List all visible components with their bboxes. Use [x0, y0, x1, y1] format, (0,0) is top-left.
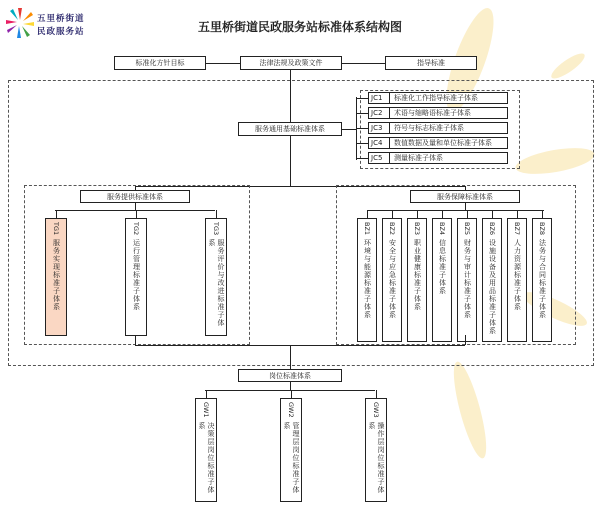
laws-regulations-label: 法律法规及政策文件	[259, 59, 323, 67]
support-item-code: BZ5	[463, 222, 471, 236]
connector	[135, 345, 465, 346]
support-standard-label: 服务保障标准体系	[437, 192, 493, 201]
post-item-name: 管理层岗位标准子体系	[283, 421, 300, 494]
base-item-code: JC1	[369, 93, 390, 103]
logo-text-line2: 民政服务站	[37, 27, 85, 37]
post-standard-label: 岗位标准体系	[269, 371, 311, 380]
base-item-name: 数值数据及量和单位标准子体系	[394, 139, 492, 147]
connector	[367, 210, 368, 218]
background-ray-decoration	[447, 359, 492, 461]
base-item-code: JC4	[369, 138, 390, 148]
provide-item-code: TG2	[132, 222, 140, 236]
base-item-box	[368, 122, 508, 134]
connector	[136, 210, 137, 218]
provide-item-name: 运行管理标准子体系	[132, 239, 141, 312]
support-item-name: 信息标准子体系	[438, 239, 447, 296]
connector	[356, 143, 368, 144]
support-item-box	[357, 218, 377, 342]
support-item-name: 环境与能源标准子体系	[363, 239, 372, 320]
base-item-name: 测量标准子体系	[394, 154, 443, 162]
connector	[542, 210, 543, 218]
logo-text-line1: 五里桥街道	[37, 14, 85, 24]
support-item-name: 设施设备及用品标准子体系	[488, 239, 497, 336]
connector	[135, 203, 136, 210]
connector	[467, 210, 468, 218]
connector	[442, 210, 443, 218]
base-item-name: 符号与标志标准子体系	[394, 124, 464, 132]
base-item-box	[368, 92, 508, 104]
post-item-code: GW2	[287, 402, 295, 418]
connector	[291, 390, 292, 398]
connector	[356, 113, 368, 114]
connector	[356, 158, 368, 159]
connector	[392, 210, 393, 218]
connector	[290, 136, 291, 186]
support-item-name: 职业健康标准子体系	[413, 239, 422, 312]
connector	[492, 210, 493, 218]
post-item-box	[195, 398, 217, 502]
provide-item-name: 服务评价与改进标准子体系	[208, 239, 225, 328]
connector	[376, 390, 377, 398]
support-item-box	[432, 218, 452, 342]
provide-item-name: 服务实现标准子体系	[52, 239, 61, 312]
post-item-name: 操作层岗位标准子体系	[368, 421, 385, 494]
support-item-box	[507, 218, 527, 342]
provide-item-box	[45, 218, 67, 336]
connector	[56, 210, 57, 218]
provide-standard-label: 服务提供标准体系	[107, 192, 163, 201]
guidance-standard-label: 指导标准	[417, 59, 445, 67]
base-item-code: JC3	[369, 123, 390, 133]
post-item-code: GW3	[372, 402, 380, 418]
connector	[290, 345, 291, 369]
connector	[342, 129, 356, 130]
support-item-code: BZ7	[513, 222, 521, 236]
connector	[465, 335, 466, 345]
support-item-code: BZ3	[413, 222, 421, 236]
provide-item-box	[125, 218, 147, 336]
background-ray-decoration	[548, 50, 588, 83]
laws-regulations-box	[240, 56, 342, 70]
post-item-name: 决策层岗位标准子体系	[198, 421, 215, 494]
connector	[206, 390, 207, 398]
base-item-code: JC5	[369, 153, 390, 163]
connector	[465, 203, 466, 210]
support-item-name: 财务与审计标准子体系	[463, 239, 472, 320]
support-item-box	[532, 218, 552, 342]
support-item-box	[457, 218, 477, 342]
support-item-name: 人力资源标准子体系	[513, 239, 522, 312]
connector	[135, 335, 136, 345]
support-item-name: 安全与应急标准子体系	[388, 239, 397, 320]
support-item-box	[482, 218, 502, 342]
support-item-code: BZ1	[363, 222, 371, 236]
connector	[465, 186, 466, 190]
post-item-box	[280, 398, 302, 502]
support-item-code: BZ2	[388, 222, 396, 236]
base-item-box	[368, 152, 508, 164]
page-title: 五里桥街道民政服务站标准体系结构图	[197, 20, 402, 34]
provide-item-code: TG3	[212, 222, 220, 236]
connector	[290, 382, 291, 390]
connector	[216, 210, 217, 218]
support-item-code: BZ8	[538, 222, 546, 236]
policy-goal-box	[114, 56, 206, 70]
support-item-code: BZ6	[488, 222, 496, 236]
connector	[417, 210, 418, 218]
connector	[356, 128, 368, 129]
connector	[342, 63, 385, 64]
base-item-code: JC2	[369, 108, 390, 118]
post-item-box	[365, 398, 387, 502]
connector	[517, 210, 518, 218]
provide-item-box	[205, 218, 227, 336]
connector	[356, 98, 368, 99]
base-item-box	[368, 137, 508, 149]
provide-standard-box	[80, 190, 190, 203]
post-standard-box	[238, 369, 342, 382]
support-item-box	[382, 218, 402, 342]
provide-item-code: TG1	[52, 222, 60, 236]
policy-goal-label: 标准化方针目标	[135, 59, 185, 67]
support-item-code: BZ4	[438, 222, 446, 236]
support-standard-box	[410, 190, 520, 203]
base-item-box	[368, 107, 508, 119]
base-item-name: 标准化工作指导标准子体系	[394, 94, 478, 102]
connector	[55, 210, 215, 211]
support-item-box	[407, 218, 427, 342]
guidance-standard-box	[385, 56, 477, 70]
post-item-code: GW1	[202, 402, 210, 418]
base-item-name: 术语与缩略语标准子体系	[394, 109, 471, 117]
support-item-name: 法务与合同标准子体系	[538, 239, 547, 320]
connector	[206, 63, 240, 64]
base-standard-label: 服务通用基础标准体系	[255, 125, 325, 133]
connector	[205, 390, 375, 391]
connector	[135, 186, 136, 190]
base-standard-box	[238, 122, 342, 136]
